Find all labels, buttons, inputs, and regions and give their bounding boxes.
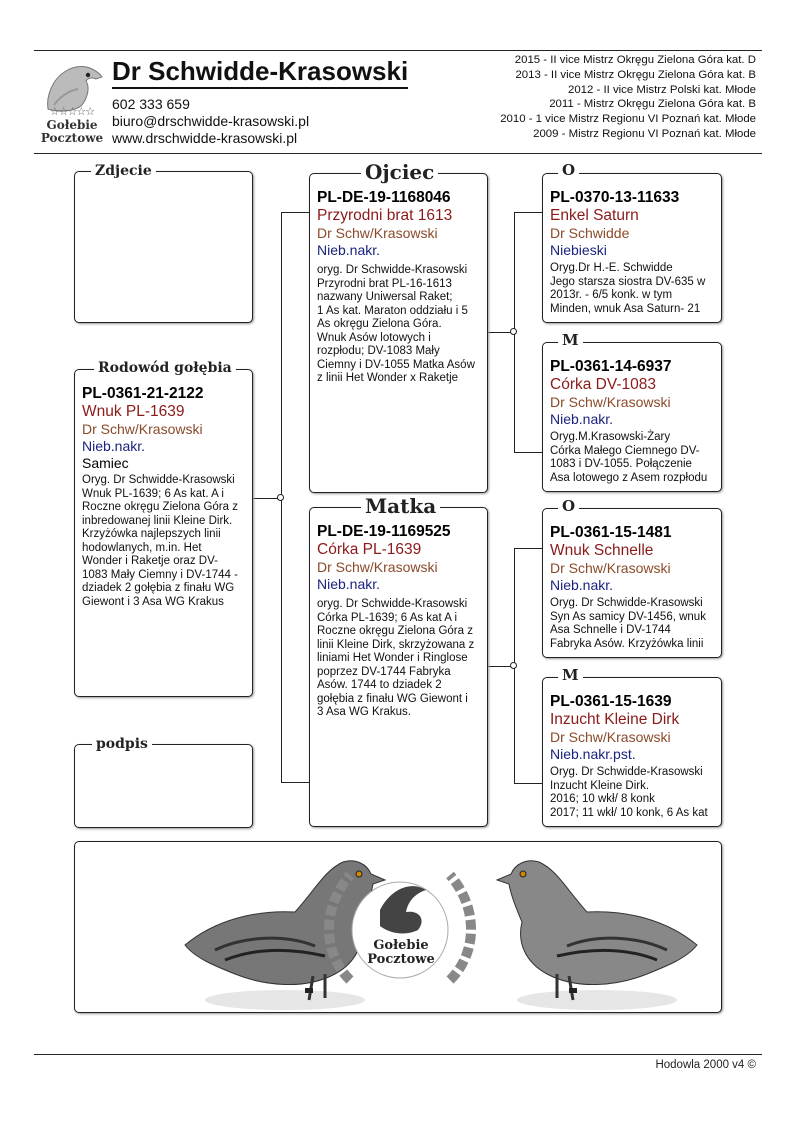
mm-content <box>550 692 717 820</box>
subject-breeder: Dr Schw/Krasowski <box>82 421 203 437</box>
achievement-item: 2015 - II vice Mistrz Okręgu Zielona Góra kat. D <box>514 54 756 66</box>
subject-box <box>74 369 253 697</box>
subject-ring: PL-0361-21-2122 <box>82 385 204 402</box>
emblem-line1: Gołebie <box>373 938 429 953</box>
mf-box <box>542 508 722 658</box>
mf-color: Nieb.nakr. <box>550 577 614 593</box>
mother-content <box>317 522 483 720</box>
achievements-list <box>426 53 756 142</box>
stars-icon: ☆☆☆☆☆ <box>49 106 95 118</box>
signature-label: podpis <box>92 736 152 752</box>
mf-ring: PL-0361-15-1481 <box>550 524 672 541</box>
mother-box <box>309 507 488 827</box>
ff-breeder: Dr Schwidde <box>550 225 630 241</box>
subject-label: Rodowód gołębia <box>94 360 236 376</box>
header-top-rule <box>34 50 762 51</box>
fm-color: Nieb.nakr. <box>550 411 614 427</box>
achievement-item: 2011 - Mistrz Okręgu Zielona Góra kat. B <box>549 98 756 111</box>
father-box <box>309 173 488 493</box>
fm-content <box>550 357 717 485</box>
banner-box <box>74 841 722 1013</box>
fm-breeder: Dr Schw/Krasowski <box>550 394 671 410</box>
achievement-item: 2013 - II vice Mistrz Okręgu Zielona Góra kat. B <box>515 68 756 81</box>
subject-description: Oryg. Dr Schwidde-Krasowski Wnuk PL-1639; 6 As kat. A i Roczne okręgu Zielona Góra z inbredowanej linii Kleine Dirk. Krzyżówka najlepszych linii hodowlanych, m.in. Het Wonder i Raketje oraz DV- 1083 Mały Ciemny i DV-1744 - dziadek 2 gołębia z finału WG Giewont i 3 Asa WG Krakus <box>82 474 238 608</box>
connector <box>281 782 309 783</box>
mf-content <box>550 523 717 651</box>
mother-name: Córka PL-1639 <box>317 541 422 558</box>
fm-box <box>542 342 722 492</box>
ff-color: Niebieski <box>550 242 607 258</box>
connector <box>514 212 542 213</box>
ff-name: Enkel Saturn <box>550 207 639 224</box>
logo <box>38 57 106 147</box>
mm-box <box>542 677 722 827</box>
photo-label: Zdjecie <box>91 163 156 179</box>
signature-box[interactable] <box>74 744 253 828</box>
fm-ring: PL-0361-14-6937 <box>550 358 672 375</box>
mm-ring: PL-0361-15-1639 <box>550 693 672 710</box>
fm-name: Córka DV-1083 <box>550 376 656 393</box>
breeder-name: Dr Schwidde-Krasowski <box>112 56 408 89</box>
connector-node <box>277 494 284 501</box>
email[interactable]: biuro@drschwidde-krasowski.pl <box>112 113 310 129</box>
subject-sex: Samiec <box>82 455 129 471</box>
achievement-item: 2010 - 1 vice Mistrz Regionu VI Poznań kat. Młode <box>500 113 756 126</box>
mother-ring: PL-DE-19-1169525 <box>317 523 451 540</box>
subject-content <box>82 384 248 609</box>
header-bottom-rule <box>34 153 762 154</box>
father-color: Nieb.nakr. <box>317 242 381 258</box>
father-label: Ojciec <box>361 161 438 183</box>
father-ring: PL-DE-19-1168046 <box>317 189 451 206</box>
mf-name: Wnuk Schnelle <box>550 542 654 559</box>
ff-ring: PL-0370-13-11633 <box>550 189 680 206</box>
logo-line2: Pocztowe <box>40 131 104 145</box>
connector <box>281 212 309 213</box>
father-description: oryg. Dr Schwidde-Krasowski Przyrodni brat PL-16-1613 nazwany Uniwersal Raket; 1 As kat. Maraton oddziału i 5 As okręgu Zielona Góra. Wnuk Asów lotowych i rozpłodu; DV-1083 Mały Ciemny i DV-1055 Matka Asów z linii Het Wonder x Raketje <box>317 264 475 384</box>
fm-description: Oryg.M.Krasowski-Żary Córka Małego Ciemnego DV- 1083 i DV-1055. Połączenie Asa lotowego z Asem rozpłodu <box>550 431 708 484</box>
mother-color: Nieb.nakr. <box>317 576 381 592</box>
mm-label: M <box>558 667 583 684</box>
footer-text: Hodowla 2000 v4 © <box>655 1059 756 1071</box>
achievement-item: 2009 - Mistrz Regionu VI Poznań kat. Młode <box>533 127 756 140</box>
emblem-line2: Pocztowe <box>367 952 435 967</box>
father-name: Przyrodni brat 1613 <box>317 207 453 224</box>
photo-box[interactable] <box>74 171 253 323</box>
pigeon-right-icon <box>487 850 707 1015</box>
ff-label: O <box>558 162 579 179</box>
father-breeder: Dr Schw/Krasowski <box>317 225 438 241</box>
ff-box <box>542 173 722 323</box>
mf-breeder: Dr Schw/Krasowski <box>550 560 671 576</box>
connector-node <box>510 328 517 335</box>
mother-breeder: Dr Schw/Krasowski <box>317 559 438 575</box>
mother-label: Matka <box>361 495 440 517</box>
mother-description: oryg. Dr Schwidde-Krasowski Córka PL-1639; 6 As kat A i Roczne okręgu Zielona Góra z linii Kleine Dirk, skrzyżowana z liniami Het Wonder i Ringlose poprzez DV-1744 Fabryka Asów. 1744 to dziadek 2 gołębia z finału WG Giewont i 3 Asa WG Krakus. <box>317 598 475 718</box>
achievement-item: 2012 - II vice Mistrz Polski kat. Młode <box>567 83 756 96</box>
emblem-text <box>343 939 459 967</box>
mm-breeder: Dr Schw/Krasowski <box>550 729 671 745</box>
connector <box>514 783 542 784</box>
website[interactable]: www.drschwidde-krasowski.pl <box>112 130 298 146</box>
ff-content <box>550 188 717 316</box>
mm-name: Inzucht Kleine Dirk <box>550 711 680 728</box>
subject-color: Nieb.nakr. <box>82 438 146 454</box>
phone: 602 333 659 <box>112 96 190 112</box>
mm-description: Oryg. Dr Schwidde-Krasowski Inzucht Kleine Dirk. 2016; 10 wkł/ 8 konk 2017; 11 wkł/ 10 konk, 6 As kat <box>550 766 708 819</box>
wreath-emblem-icon <box>310 850 490 1010</box>
logo-line1: Gołebie <box>46 118 98 132</box>
mf-description: Oryg. Dr Schwidde-Krasowski Syn As samicy DV-1456, wnuk Asa Schnelle i DV-1744 Fabryka Asów. Krzyżówka linii <box>550 597 706 650</box>
footer-rule <box>34 1054 762 1055</box>
mf-label: O <box>558 498 579 515</box>
connector <box>514 548 542 549</box>
connector-node <box>510 662 517 669</box>
connector <box>514 452 542 453</box>
father-content <box>317 188 483 386</box>
fm-label: M <box>558 332 583 349</box>
mm-color: Nieb.nakr.pst. <box>550 746 636 762</box>
subject-name: Wnuk PL-1639 <box>82 403 185 420</box>
ff-description: Oryg.Dr H.-E. Schwidde Jego starsza siostra DV-635 w 2013r. - 6/5 konk. w tym Minden, wnuk Asa Saturn- 21 <box>550 262 706 315</box>
